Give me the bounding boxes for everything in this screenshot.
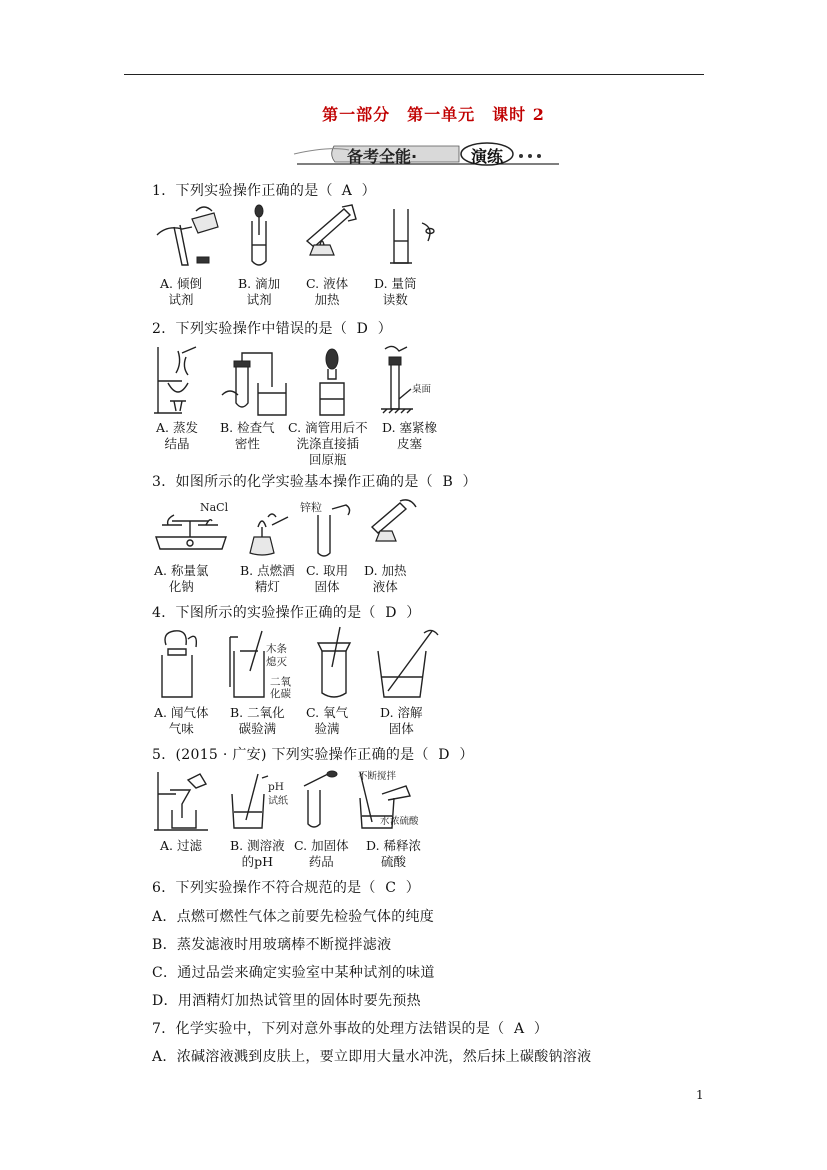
- acid-label: 浓硫酸: [390, 816, 419, 827]
- question-number: 2．: [152, 321, 176, 337]
- option-line: C. 液体: [306, 276, 349, 291]
- alcohol-lamp-icon: [250, 514, 288, 555]
- banner-badge: 演练: [471, 147, 504, 166]
- stir-label: 不断搅拌: [358, 771, 397, 782]
- q7-choice-a: A．浓碱溶液溅到皮肤上，要立即用大量水冲洗，然后抹上碳酸钠溶液: [152, 1049, 592, 1065]
- option-line: 硫酸: [381, 854, 407, 869]
- answer-spacer-left: [429, 747, 439, 763]
- question-number: 7．: [152, 1021, 176, 1037]
- airtight-check-icon: [222, 353, 286, 415]
- q4-option-b: [230, 705, 285, 737]
- question-7-stem: [152, 1018, 548, 1038]
- test-paper-label: 试纸: [268, 796, 288, 807]
- question-number: 6．: [152, 880, 176, 896]
- question-close-paren: ）: [361, 183, 376, 199]
- option-line: D. 溶解: [380, 705, 423, 720]
- option-line: C. 加固体: [294, 838, 349, 853]
- question-close-paren: ）: [459, 747, 474, 763]
- q6-choice-b: B．蒸发滤液时用玻璃棒不断搅拌滤液: [152, 937, 392, 953]
- answer-letter: D: [385, 605, 397, 621]
- answer-spacer-left: [376, 605, 386, 621]
- oxygen-check-icon: [318, 627, 350, 697]
- option-line: C. 滴管用后不: [288, 420, 368, 435]
- q2-option-b: [220, 420, 275, 452]
- stick-label: 木条: [266, 643, 287, 655]
- option-line: 固体: [314, 579, 340, 594]
- option-line: 密性: [234, 436, 260, 451]
- option-line: 洗涤直接插: [296, 436, 360, 451]
- nacl-label: NaCl: [200, 501, 229, 514]
- option-line: D. 加热: [364, 563, 407, 578]
- q2-option-c: [288, 420, 368, 468]
- option-line: B. 测溶液: [230, 838, 285, 853]
- q4-figures: [152, 627, 442, 702]
- answer-letter: B: [442, 474, 454, 490]
- answer-spacer-right: [397, 605, 407, 621]
- q1-option-d: [374, 276, 417, 308]
- answer-spacer-right: [450, 747, 460, 763]
- dissolving-icon: [378, 630, 438, 697]
- question-text: 下列实验操作正确的是（: [175, 183, 333, 199]
- question-close-paren: ）: [405, 880, 421, 896]
- q5-option-a: [160, 838, 202, 854]
- q3-figures: [152, 497, 442, 559]
- answer-spacer-left: [433, 474, 443, 490]
- question-text: 化学实验中，下列对意外事故的处理方法错误的是（: [175, 1021, 505, 1037]
- option-line: A. 称量氯: [154, 563, 209, 578]
- q5-option-c: [294, 838, 349, 870]
- q3-option-b: [240, 563, 295, 595]
- option-line: 试剂: [246, 292, 272, 307]
- q6-choice-a: A．点燃可燃性气体之前要先检验气体的纯度: [152, 909, 435, 925]
- option-line: D. 稀释浓: [366, 838, 422, 853]
- answer-letter: C: [385, 880, 397, 896]
- option-line: 固体: [388, 721, 414, 736]
- question-close-paren: ）: [406, 605, 421, 621]
- co2-check-icon: [230, 631, 264, 697]
- ph-test-icon: [232, 774, 268, 828]
- option-line: B. 二氧化: [230, 705, 285, 720]
- option-line: B. 滴加: [238, 276, 281, 291]
- q3-option-d: [364, 563, 407, 595]
- question-close-paren: ）: [377, 321, 392, 337]
- option-line: 回原瓶: [309, 452, 347, 467]
- dropper-icon: [252, 205, 266, 265]
- q4-option-a: [154, 705, 208, 737]
- heating-liquid-icon-2: [372, 500, 416, 541]
- answer-spacer-right: [368, 321, 378, 337]
- question-close-paren: ）: [533, 1021, 549, 1037]
- q4-option-d: [380, 705, 423, 737]
- option-line: 皮塞: [397, 436, 423, 451]
- option-line: 精灯: [254, 579, 280, 594]
- page-number: 1: [696, 1088, 704, 1102]
- option-line: 验满: [314, 721, 340, 736]
- filtration-icon: [154, 772, 208, 830]
- table-label: 桌面: [412, 384, 432, 395]
- dropper-bottle-icon: [320, 349, 344, 415]
- add-solid-icon: [304, 771, 337, 827]
- q6-choice-d: D．用酒精灯加热试管里的固体时要先预热: [152, 993, 421, 1009]
- q5-figures: [152, 768, 442, 834]
- smelling-gas-icon: [162, 631, 196, 697]
- option-line: C. 取用: [306, 563, 349, 578]
- question-number: 1．: [152, 183, 176, 199]
- option-line: 结晶: [164, 436, 190, 451]
- page-title: 第一部分 第一单元 课时 2: [322, 105, 545, 124]
- co2-label-2: 化碳: [270, 688, 291, 700]
- question-3-stem: [152, 471, 477, 491]
- co2-label-1: 二氧: [270, 676, 291, 688]
- q3-option-a: [154, 563, 208, 595]
- answer-spacer-left: [347, 321, 357, 337]
- evaporation-icon: [154, 347, 196, 413]
- heating-liquid-icon: [307, 205, 356, 255]
- question-close-paren: ）: [462, 474, 477, 490]
- answer-spacer-left: [333, 183, 342, 199]
- test-tube-icon: [318, 505, 350, 556]
- option-line: A. 过滤: [160, 838, 202, 853]
- option-line: 试剂: [168, 292, 194, 307]
- extinguished-label: 熄灭: [266, 656, 287, 668]
- header-rule: [124, 74, 704, 75]
- q4-option-c: [306, 705, 348, 737]
- question-text: 下图所示的实验操作正确的是（: [175, 605, 376, 621]
- question-number: 4．: [152, 605, 176, 621]
- option-line: 气味: [168, 721, 194, 736]
- answer-letter: D: [356, 321, 369, 337]
- option-line: 液体: [372, 579, 398, 594]
- pouring-icon: [157, 207, 218, 265]
- q5-option-b: [230, 838, 285, 870]
- question-4-stem: [152, 602, 421, 622]
- option-line: 加热: [314, 292, 340, 307]
- option-line: C. 氧气: [306, 705, 349, 720]
- question-6-stem: [152, 877, 420, 897]
- option-line: D. 量筒: [374, 276, 417, 291]
- answer-letter: D: [438, 747, 450, 763]
- answer-letter: A: [341, 183, 353, 199]
- question-2-stem: [152, 318, 392, 338]
- question-text: 如图所示的化学实验基本操作正确的是（: [175, 474, 433, 490]
- question-text: 下列实验操作中错误的是（: [175, 321, 348, 337]
- balance-icon: [156, 515, 226, 549]
- option-line: B. 点燃酒: [240, 563, 295, 578]
- answer-spacer-left: [504, 1021, 514, 1037]
- banner-graphic: [289, 140, 569, 170]
- question-5-stem: [152, 744, 474, 764]
- banner-text: 备考全能·: [347, 147, 418, 166]
- question-text: 下列实验操作不符合规范的是（: [175, 880, 376, 896]
- answer-letter: A: [513, 1021, 525, 1037]
- question-number: 3．: [152, 474, 176, 490]
- answer-spacer-right: [352, 183, 362, 199]
- question-1-stem: [152, 180, 376, 200]
- q3-option-c: [306, 563, 348, 595]
- answer-spacer-right: [396, 880, 406, 896]
- question-text: (2015 · 广安) 下列实验操作正确的是（: [175, 747, 429, 763]
- option-line: 药品: [308, 854, 334, 869]
- answer-spacer-left: [376, 880, 386, 896]
- section-banner: [289, 140, 569, 170]
- q2-option-d: [382, 420, 437, 452]
- q1-option-c: [306, 276, 348, 308]
- ph-label: pH: [268, 781, 284, 793]
- q6-choice-c: C．通过品尝来确定实验室中某种试剂的味道: [152, 965, 435, 981]
- option-line: 碳验满: [238, 721, 277, 736]
- option-line: B. 检查气: [220, 420, 275, 435]
- stopper-table-icon: [381, 346, 413, 413]
- option-line: D. 塞紧橡: [382, 420, 438, 435]
- option-line: A. 蒸发: [156, 420, 198, 435]
- q1-figures: [152, 205, 442, 270]
- q1-option-a: [160, 276, 202, 308]
- option-line: 的pH: [241, 854, 274, 869]
- zinc-label: 锌粒: [300, 501, 322, 514]
- question-number: 5．: [152, 747, 176, 763]
- q2-figures: [152, 343, 442, 418]
- option-line: 化钠: [168, 579, 194, 594]
- option-line: 读数: [382, 292, 408, 307]
- q1-option-b: [238, 276, 280, 308]
- q5-option-d: [366, 838, 421, 870]
- option-line: A. 闻气体: [154, 705, 209, 720]
- cylinder-reading-icon: [390, 209, 434, 263]
- q2-option-a: [156, 420, 198, 452]
- water-label: 水: [380, 816, 390, 827]
- answer-spacer-right: [524, 1021, 534, 1037]
- answer-spacer-right: [453, 474, 463, 490]
- option-line: A. 倾倒: [160, 276, 202, 291]
